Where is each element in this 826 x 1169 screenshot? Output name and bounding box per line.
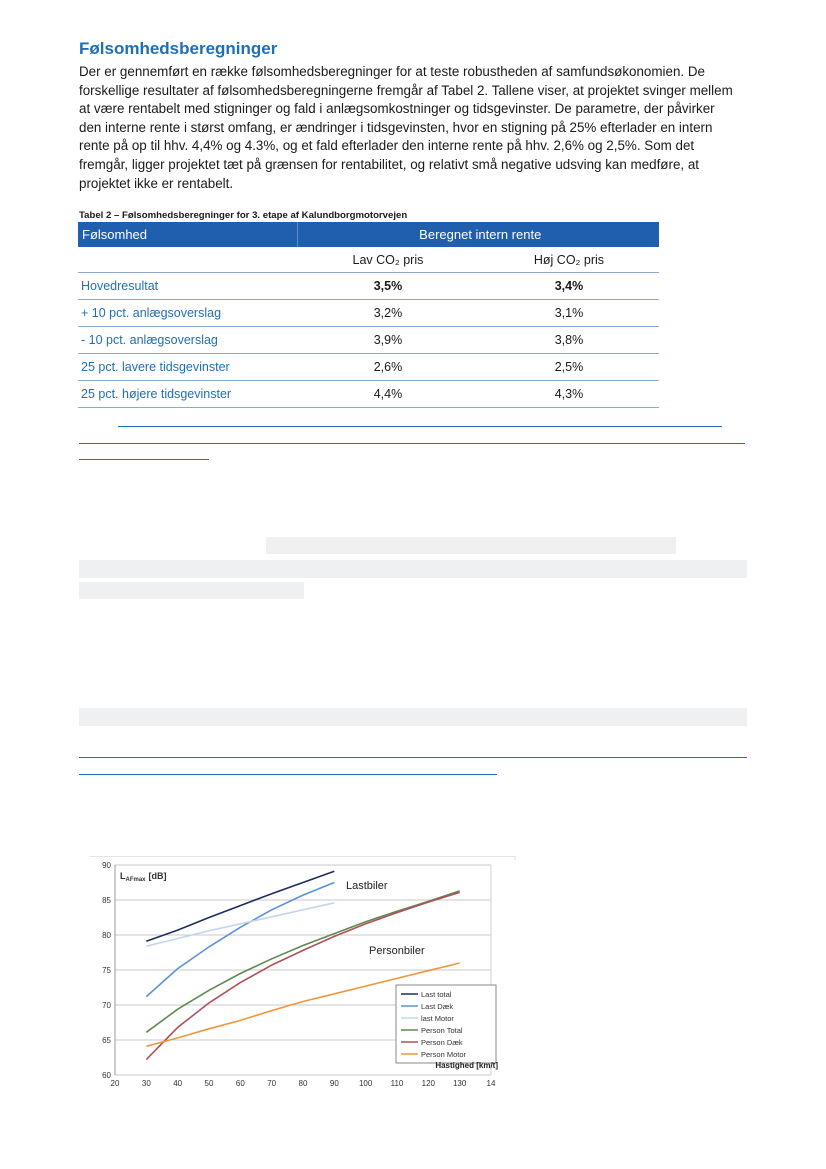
legend-entry: Person Dæk <box>421 1038 463 1047</box>
hidden-text-underline <box>79 443 745 444</box>
row-high-value: 3,4% <box>479 273 659 300</box>
subheader-empty <box>78 247 297 273</box>
table-row <box>78 300 659 327</box>
x-tick-label: 100 <box>358 1079 373 1088</box>
table-header-row <box>78 222 659 247</box>
x-tick-label: 110 <box>390 1079 404 1088</box>
row-low-value: 3,9% <box>297 327 479 354</box>
x-tick-label: 130 <box>452 1079 467 1088</box>
header-internal-rate: Beregnet intern rente <box>297 222 659 247</box>
x-tick-label: 90 <box>329 1079 339 1088</box>
x-tick-label: 60 <box>235 1079 245 1088</box>
subheader-low-co2: Lav CO₂ pris <box>297 247 479 273</box>
row-high-value: 2,5% <box>479 354 659 381</box>
y-tick-label: 90 <box>102 861 111 870</box>
row-low-value: 3,5% <box>297 273 479 300</box>
hidden-text-underline <box>118 426 722 427</box>
y-tick-label: 80 <box>102 931 111 940</box>
row-low-value: 4,4% <box>297 381 479 408</box>
row-low-value: 3,2% <box>297 300 479 327</box>
table-row <box>78 327 659 354</box>
sensitivity-table <box>78 222 659 408</box>
x-tick-label: 14 <box>486 1079 496 1088</box>
row-low-value: 2,6% <box>297 354 479 381</box>
legend-entry: Person Motor <box>421 1050 467 1059</box>
hidden-text-underline <box>79 459 209 460</box>
hidden-text-highlight <box>266 537 676 554</box>
x-tick-label: 120 <box>421 1079 436 1088</box>
body-paragraph: Der er gennemført en række følsomhedsberegninger for at teste robustheden af samfundsøkonomien. De forskellige resultater af følsomhedsberegningerne fremgår af Tabel 2. Tallene viser, at projektet svinger mellem at være rentabelt med stigninger og fald i anlægsomkostninger og tidsgevinster. De parametre, der påvirker den interne rente i størst omfang, er ændringer i tidsgevinsten, hvor en stigning på 25% efterlader en intern rente på op til hhv. 4,4% og 4.3%, og et fald efterlader den interne rente på hhv. 2,6% og 2,5%. Som det fremgår, ligger projektet tæt på grænsen for rentabilitet, og relativt små negative udsving kan medføre, at projektet ikke er rentabelt. <box>79 64 733 191</box>
y-axis-label: $L_{AFmax}$ [dB] <box>120 871 167 883</box>
table-row <box>78 273 659 300</box>
legend-entry: Person Total <box>421 1026 463 1035</box>
legend-entry: Last Dæk <box>421 1002 454 1011</box>
y-tick-label: 70 <box>102 1001 111 1010</box>
chart-legend <box>396 985 496 1063</box>
legend-entry: last Motor <box>421 1014 454 1023</box>
y-tick-label: 65 <box>102 1036 111 1045</box>
y-tick-label: 85 <box>102 896 111 905</box>
row-label: Hovedresultat <box>78 273 297 300</box>
section-heading: Følsomhedsberegninger <box>79 39 278 58</box>
x-tick-label: 20 <box>110 1079 120 1088</box>
row-label: 25 pct. lavere tidsgevinster <box>78 354 297 381</box>
x-axis-label: Hastighed [km/t] <box>435 1061 498 1070</box>
header-sensitivity: Følsomhed <box>78 222 297 247</box>
row-label: - 10 pct. anlægsoverslag <box>78 327 297 354</box>
row-label: + 10 pct. anlægsoverslag <box>78 300 297 327</box>
y-tick-label: 60 <box>102 1071 111 1080</box>
hidden-text-highlight <box>79 582 304 599</box>
row-high-value: 4,3% <box>479 381 659 408</box>
table-row <box>78 354 659 381</box>
row-high-value: 3,8% <box>479 327 659 354</box>
legend-entry: Last total <box>421 990 452 999</box>
x-tick-label: 80 <box>298 1079 308 1088</box>
x-tick-label: 40 <box>173 1079 183 1088</box>
annotation-personbiler: Personbiler <box>369 945 425 957</box>
chart-svg <box>90 856 516 1106</box>
row-label: 25 pct. højere tidsgevinster <box>78 381 297 408</box>
hidden-text-highlight <box>79 708 747 726</box>
hidden-text-underline <box>79 774 497 775</box>
y-tick-label: 75 <box>102 966 111 975</box>
table-subheader-row <box>78 247 659 273</box>
noise-chart <box>90 856 516 1106</box>
hidden-text-highlight <box>79 560 747 578</box>
annotation-lastbiler: Lastbiler <box>346 880 388 892</box>
x-tick-label: 70 <box>267 1079 277 1088</box>
subheader-high-co2: Høj CO₂ pris <box>479 247 659 273</box>
row-high-value: 3,1% <box>479 300 659 327</box>
x-tick-label: 30 <box>141 1079 151 1088</box>
x-tick-label: 50 <box>204 1079 214 1088</box>
table-row <box>78 381 659 408</box>
hidden-text-underline <box>79 757 747 758</box>
table-caption: Tabel 2 – Følsomhedsberegninger for 3. etape af Kalundborgmotorvejen <box>79 210 408 221</box>
